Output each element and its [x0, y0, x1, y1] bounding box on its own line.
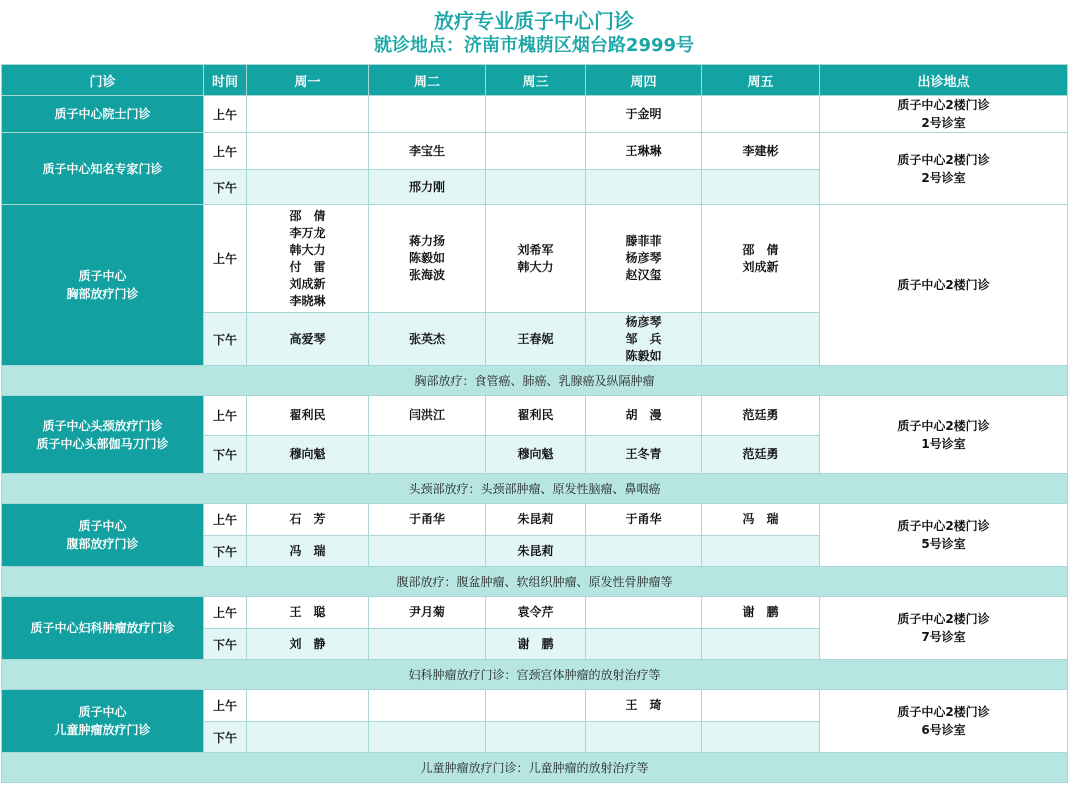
location-text: 2号诊室 [921, 116, 966, 130]
location-text: 质子中心2楼门诊 [897, 519, 990, 533]
title-block [0, 0, 1068, 64]
location-cell [820, 597, 1068, 660]
time-cell: 上午 [204, 396, 247, 436]
location-text: 7号诊室 [921, 630, 966, 644]
doctor-cell [702, 597, 820, 629]
location-text: 质子中心2楼门诊 [897, 98, 990, 112]
doctor-cell [486, 170, 586, 205]
time-cell: 下午 [204, 313, 247, 366]
doctor-name: 张英杰 [408, 331, 445, 346]
doctor-cell [586, 629, 702, 660]
note-row [2, 567, 1068, 597]
location-cell [820, 205, 1068, 366]
location-text: 6号诊室 [921, 723, 966, 737]
doctor-cell [486, 96, 586, 133]
doctor-cell [369, 96, 486, 133]
department-name: 质子中心知名专家门诊 [42, 161, 163, 176]
department-name: 胸部放疗门诊 [66, 287, 139, 301]
time-cell: 上午 [204, 597, 247, 629]
header-cell: 周二 [369, 65, 486, 96]
doctor-name: 尹月菊 [408, 605, 445, 619]
doctor-cell [586, 313, 702, 366]
doctor-cell [586, 133, 702, 170]
doctor-cell [702, 133, 820, 170]
doctor-name: 谢 鹏 [742, 605, 779, 619]
doctor-cell [247, 504, 369, 536]
department-name: 质子中心 [78, 519, 127, 533]
department-name: 质子中心 [78, 269, 127, 283]
doctor-cell [586, 396, 702, 436]
doctor-cell [247, 313, 369, 366]
location-cell [820, 504, 1068, 567]
time-cell: 上午 [204, 690, 247, 722]
doctor-cell [247, 205, 369, 313]
location-cell [820, 133, 1068, 205]
doctor-name: 邵 倩 [289, 208, 326, 223]
doctor-name: 于甬华 [625, 512, 662, 526]
doctor-name: 朱昆莉 [517, 543, 554, 558]
doctor-cell [369, 170, 486, 205]
doctor-name: 张海波 [408, 268, 445, 282]
note-text: 头颈部放疗：头颈部肿瘤、原发性脑瘤、鼻咽癌 [2, 474, 1068, 504]
doctor-cell [586, 96, 702, 133]
doctor-name: 胡 漫 [625, 408, 662, 422]
location-text: 质子中心2楼门诊 [897, 418, 990, 433]
location-text: 2号诊室 [921, 170, 966, 185]
doctor-cell [702, 722, 820, 753]
schedule-body [2, 96, 1068, 783]
doctor-name: 李晓琳 [289, 293, 326, 308]
doctor-name: 蒋力扬 [408, 234, 445, 248]
note-row [2, 474, 1068, 504]
header-cell: 门诊 [2, 65, 204, 96]
doctor-cell [486, 133, 586, 170]
doctor-name: 王春妮 [517, 331, 554, 346]
header-row [2, 65, 1068, 96]
department-name: 儿童肿瘤放疗门诊 [54, 723, 151, 737]
time-cell: 上午 [204, 205, 247, 313]
doctor-cell [369, 504, 486, 536]
header-cell: 周四 [586, 65, 702, 96]
doctor-cell [486, 436, 586, 474]
doctor-name: 邢力刚 [408, 179, 445, 194]
department-cell [2, 504, 204, 567]
location-cell [820, 96, 1068, 133]
doctor-cell [702, 436, 820, 474]
doctor-name: 翟利民 [517, 408, 554, 422]
doctor-name: 邹 兵 [625, 331, 662, 346]
note-row [2, 366, 1068, 396]
page-subtitle: 就诊地点：济南市槐荫区烟台路2999号 [373, 35, 695, 56]
department-cell [2, 690, 204, 753]
time-cell: 下午 [204, 170, 247, 205]
note-text: 妇科肿瘤放疗门诊：宫颈宫体肿瘤的放射治疗等 [2, 660, 1068, 690]
doctor-cell [247, 396, 369, 436]
time-cell: 上午 [204, 504, 247, 536]
doctor-cell [702, 396, 820, 436]
doctor-name: 李宝生 [408, 143, 445, 158]
doctor-name: 于甬华 [408, 512, 445, 526]
doctor-cell [247, 722, 369, 753]
doctor-name: 刘 静 [289, 636, 326, 651]
doctor-cell [369, 629, 486, 660]
doctor-cell [586, 205, 702, 313]
doctor-cell [369, 205, 486, 313]
doctor-cell [369, 313, 486, 366]
doctor-cell [702, 629, 820, 660]
doctor-cell [369, 690, 486, 722]
location-text: 质子中心2楼门诊 [897, 278, 990, 292]
department-name: 质子中心妇科肿瘤放疗门诊 [30, 621, 175, 635]
schedule-row [2, 96, 1068, 133]
doctor-cell [586, 597, 702, 629]
note-row [2, 753, 1068, 783]
doctor-name: 冯 瑞 [742, 512, 779, 526]
doctor-name: 韩大力 [289, 242, 326, 257]
doctor-name: 范廷勇 [742, 408, 779, 422]
header-cell: 周一 [247, 65, 369, 96]
schedule-row [2, 690, 1068, 722]
doctor-name: 穆向魁 [289, 447, 326, 461]
time-cell: 下午 [204, 722, 247, 753]
doctor-name: 陈毅如 [408, 251, 445, 265]
doctor-cell [702, 504, 820, 536]
doctor-name: 杨彦琴 [625, 251, 662, 265]
note-text: 腹部放疗：腹盆肿瘤、软组织肿瘤、原发性骨肿瘤等 [2, 567, 1068, 597]
doctor-name: 高爱琴 [289, 331, 326, 346]
doctor-name: 王 聪 [289, 605, 326, 619]
schedule-row [2, 205, 1068, 313]
doctor-cell [247, 690, 369, 722]
doctor-name: 李万龙 [289, 225, 326, 240]
location-text: 质子中心2楼门诊 [897, 612, 990, 626]
doctor-cell [586, 722, 702, 753]
doctor-name: 杨彦琴 [625, 314, 662, 329]
doctor-cell [369, 436, 486, 474]
doctor-name: 刘成新 [742, 259, 779, 274]
schedule-table [1, 64, 1068, 783]
doctor-name: 王冬青 [625, 447, 662, 461]
doctor-name: 刘成新 [289, 276, 326, 291]
time-cell: 上午 [204, 96, 247, 133]
doctor-name: 李建彬 [742, 143, 779, 158]
doctor-cell [702, 536, 820, 567]
doctor-name: 滕菲菲 [625, 234, 662, 248]
doctor-name: 朱昆莉 [517, 512, 554, 526]
doctor-name: 邵 倩 [742, 242, 779, 257]
header-cell: 周三 [486, 65, 586, 96]
doctor-cell [586, 170, 702, 205]
doctor-name: 赵汉玺 [625, 268, 662, 282]
doctor-cell [247, 536, 369, 567]
doctor-cell [702, 170, 820, 205]
doctor-cell [247, 170, 369, 205]
department-name: 质子中心头部伽马刀门诊 [36, 436, 169, 451]
note-text: 儿童肿瘤放疗门诊：儿童肿瘤的放射治疗等 [2, 753, 1068, 783]
doctor-cell [369, 396, 486, 436]
doctor-cell [486, 396, 586, 436]
doctor-cell [247, 436, 369, 474]
doctor-name: 范廷勇 [742, 447, 779, 461]
department-cell [2, 133, 204, 205]
doctor-cell [369, 536, 486, 567]
doctor-name: 袁令芹 [517, 605, 554, 619]
note-row [2, 660, 1068, 690]
doctor-cell [247, 629, 369, 660]
doctor-cell [369, 722, 486, 753]
doctor-name: 韩大力 [517, 259, 554, 274]
location-text: 5号诊室 [921, 537, 966, 551]
location-cell [820, 396, 1068, 474]
doctor-cell [486, 722, 586, 753]
time-cell: 下午 [204, 436, 247, 474]
doctor-name: 冯 瑞 [289, 543, 326, 558]
doctor-name: 穆向魁 [517, 447, 554, 461]
location-text: 质子中心2楼门诊 [897, 152, 990, 167]
department-name: 腹部放疗门诊 [66, 537, 139, 551]
location-text: 1号诊室 [921, 436, 966, 451]
time-cell: 下午 [204, 629, 247, 660]
doctor-name: 谢 鹏 [517, 636, 554, 651]
department-cell [2, 396, 204, 474]
doctor-cell [486, 536, 586, 567]
doctor-name: 陈毅如 [625, 348, 662, 363]
time-cell: 下午 [204, 536, 247, 567]
doctor-cell [486, 504, 586, 536]
doctor-name: 刘希军 [517, 242, 554, 257]
doctor-cell [586, 690, 702, 722]
department-cell [2, 597, 204, 660]
doctor-cell [369, 597, 486, 629]
doctor-cell [702, 205, 820, 313]
doctor-cell [486, 205, 586, 313]
doctor-name: 于金明 [625, 106, 662, 121]
doctor-cell [586, 504, 702, 536]
doctor-cell [486, 690, 586, 722]
doctor-cell [586, 436, 702, 474]
doctor-cell [702, 690, 820, 722]
schedule-row [2, 396, 1068, 436]
schedule-row [2, 597, 1068, 629]
doctor-cell [247, 133, 369, 170]
doctor-cell [486, 597, 586, 629]
doctor-cell [247, 96, 369, 133]
location-text: 质子中心2楼门诊 [897, 705, 990, 719]
doctor-name: 石 芳 [289, 512, 326, 526]
page-title: 放疗专业质子中心门诊 [434, 9, 634, 33]
location-cell [820, 690, 1068, 753]
doctor-cell [702, 96, 820, 133]
note-text: 胸部放疗：食管癌、肺癌、乳腺癌及纵隔肿瘤 [2, 366, 1068, 396]
header-cell: 周五 [702, 65, 820, 96]
doctor-name: 付 雷 [289, 259, 326, 274]
department-name: 质子中心 [78, 705, 127, 719]
doctor-name: 闫洪江 [408, 408, 445, 422]
doctor-cell [702, 313, 820, 366]
header-cell: 时间 [204, 65, 247, 96]
department-cell [2, 96, 204, 133]
department-name: 质子中心院士门诊 [54, 107, 151, 121]
schedule-row [2, 133, 1068, 170]
doctor-cell [586, 536, 702, 567]
doctor-name: 王 琦 [625, 698, 662, 712]
department-cell [2, 205, 204, 366]
department-name: 质子中心头颈放疗门诊 [42, 418, 163, 433]
doctor-name: 翟利民 [289, 408, 326, 422]
doctor-name: 王琳琳 [625, 143, 662, 158]
time-cell: 上午 [204, 133, 247, 170]
doctor-cell [369, 133, 486, 170]
doctor-cell [247, 597, 369, 629]
doctor-cell [486, 629, 586, 660]
schedule-row [2, 504, 1068, 536]
header-cell: 出诊地点 [820, 65, 1068, 96]
doctor-cell [486, 313, 586, 366]
